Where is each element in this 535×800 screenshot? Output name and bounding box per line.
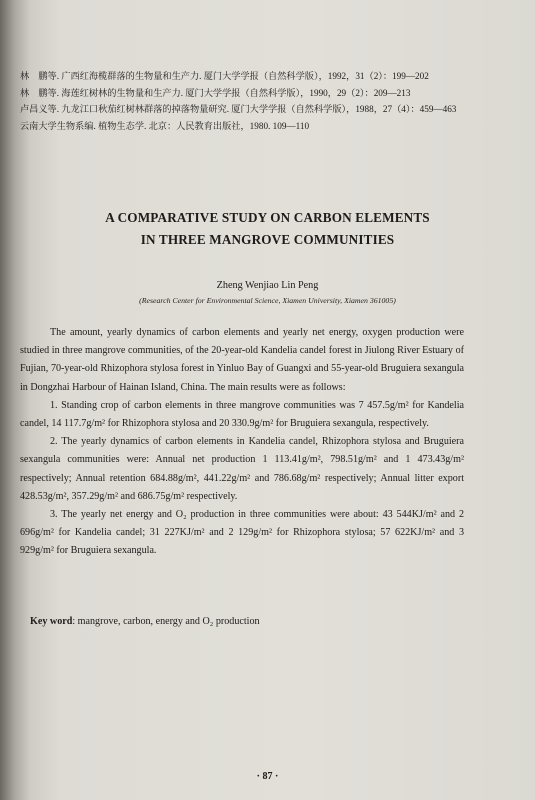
keywords: Key word: mangrove, carbon, energy and O₂ production	[30, 616, 260, 627]
page-number: · 87 ·	[256, 771, 279, 782]
abstract	[20, 324, 464, 561]
reference-item: 云南大学生物系编. 植物生态学. 北京：人民教育出版社，1980. 109—110	[20, 120, 310, 131]
abstract-item-2: 2. The yearly dynamics of carbon elements in Kandelia candel, Rhizophora stylosa and Bruguiera sexangula communities were: Annual net production 1 113.41g/m², 798.51g/m² and 1 473.43g/m² respectively; Annual retention 684.88g/m², 441.22g/m² and 786.68g/m² respectively; Annual litter export 428.53g/m², 357.29g/m² and 686.75g/m² respectively.	[20, 436, 464, 502]
reference-list	[20, 68, 468, 134]
reference-item: 林 鹏等. 广西红海榄群落的生物量和生产力. 厦门大学学报（自然科学版），1992，31（2）：199—202	[20, 71, 429, 81]
title-line: A COMPARATIVE STUDY ON CARBON ELEMENTS	[105, 210, 430, 225]
abstract-intro: The amount, yearly dynamics of carbon elements and yearly net energy, oxygen production were studied in three mangrove communities, of the 20-year-old Kandelia candel forest in Jiulong River Estuary of Fujian, 70-year-old Rhizophora stylosa forest in Yinluo Bay of Guangxi and 55-year-old Bruguiera sexangula in Dongzhai Harbour of Hainan Island, China. The main results were as follows:	[20, 327, 464, 393]
keywords-text: mangrove, carbon, energy and O₂ production	[77, 616, 260, 627]
title-line: IN THREE MANGROVE COMMUNITIES	[140, 232, 395, 247]
keywords-label: Key word	[30, 616, 73, 627]
abstract-item-3: 3. The yearly net energy and O₂ production in three communities were about: 43 544KJ/m² and 2 696g/m² for Kandelia candel; 31 227KJ/m² and 2 129g/m² for Rhizophora stylosa; 57 622KJ/m² and 3 929g/m² for Bruguiera sexangula.	[20, 509, 464, 557]
affiliation: (Research Center for Environmental Science, Xiamen University, Xiamen 361005)	[139, 296, 396, 305]
abstract-item-1: 1. Standing crop of carbon elements in three mangrove communities was 7 457.5g/m² for Kandelia candel, 14 117.7g/m² for Rhizophora stylosa and 20 330.9g/m² for Bruguiera sexangula, respectively.	[20, 399, 464, 430]
authors: Zheng Wenjiao Lin Peng	[216, 280, 319, 291]
paper-title	[0, 207, 535, 251]
reference-item: 卢昌义等. 九龙江口秋茄红树林群落的掉落物量研究. 厦门大学学报（自然科学版），1988，27（4）：459—463	[20, 104, 457, 115]
reference-item: 林 鹏等. 海莲红树林的生物量和生产力. 厦门大学学报（自然科学版），1990，29（2）：209—213	[20, 87, 411, 98]
